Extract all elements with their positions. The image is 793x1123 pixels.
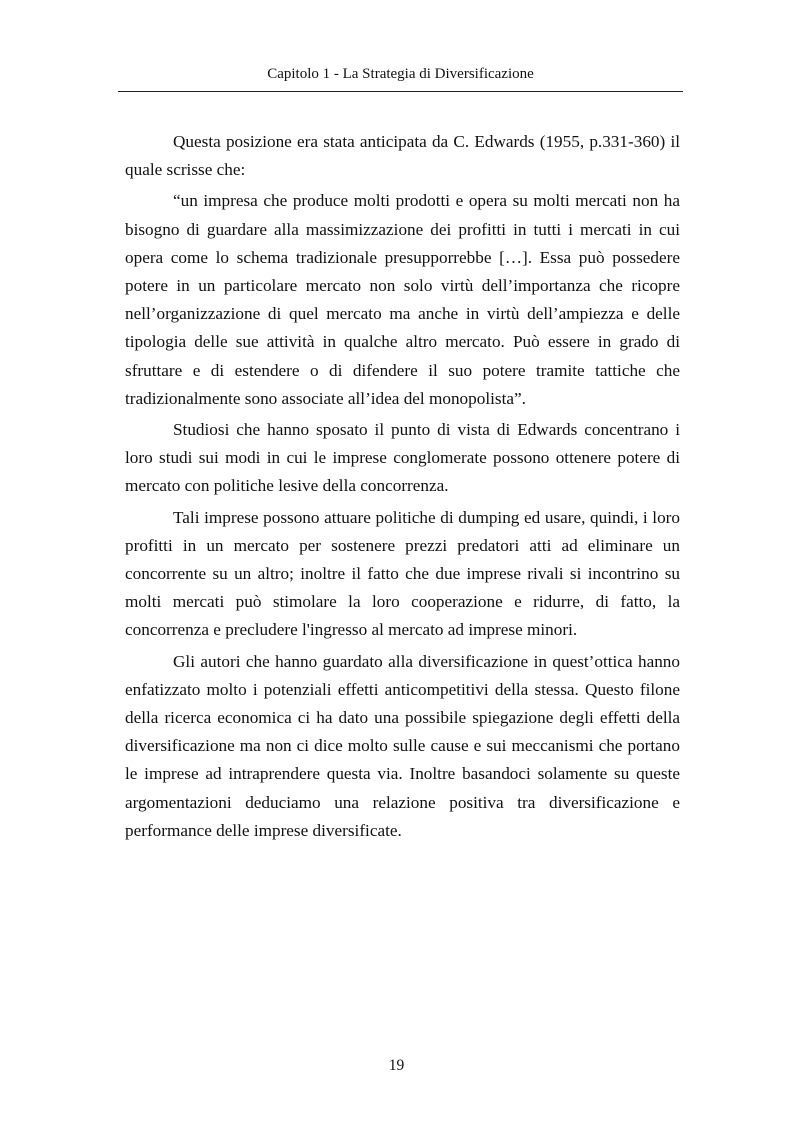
paragraph-dumping: Tali imprese possono attuare politiche di dumping ed usare, quindi, i loro profitti in un mercato per sostenere prezzi predatori atti ad eliminare un concorrente su un altro; inoltre il fatto che due imprese rivali si incontrino su molti mercati può stimolare la loro cooperazione e ridurre, di fatto, la concorrenza e precludere l'ingresso al mercato ad imprese minori. bbox=[125, 507, 680, 640]
page-number: 19 bbox=[388, 1057, 405, 1074]
paragraph-edwards-intro: Questa posizione era stata anticipata da C. Edwards (1955, p.331-360) il quale scrisse che: bbox=[125, 132, 680, 180]
page-header: Capitolo 1 - La Strategia di Diversificazione bbox=[267, 66, 534, 82]
body-text bbox=[125, 128, 680, 845]
header-rule bbox=[118, 91, 683, 92]
paragraph-anticompetitive: Gli autori che hanno guardato alla diversificazione in quest’ottica hanno enfatizzato molto i potenziali effetti anticompetitivi della stessa. Questo filone della ricerca economica ci ha dato una possibile spiegazione degli effetti della diversificazione ma non ci dice molto sulle cause e sui meccanismi che portano le imprese ad intraprendere questa via. Inoltre basandoci solamente su queste argomentazioni deduciamo una relazione positiva tra diversificazione e performance delle imprese diversificate. bbox=[125, 651, 680, 840]
paragraph-scholars: Studiosi che hanno sposato il punto di vista di Edwards concentrano i loro studi sui modi in cui le imprese conglomerate possono ottenere potere di mercato con politiche lesive della concorrenza. bbox=[125, 420, 680, 496]
paragraph-edwards-quote: “un impresa che produce molti prodotti e opera su molti mercati non ha bisogno di guardare alla massimizzazione dei profitti in tutti i mercati in cui opera come lo schema tradizionale presupporrebbe […]. Essa può possedere potere in un particolare mercato non solo virtù dell’importanza che ricopre nell’organizzazione di quel mercato ma anche in virtù dell’ampiezza e delle tipologia delle sue attività in qualche altro mercato. Può essere in grado di sfruttare e di estendere o di difendere il suo potere tramite tattiche che tradizionalmente sono associate all’idea del monopolista”. bbox=[125, 191, 680, 408]
